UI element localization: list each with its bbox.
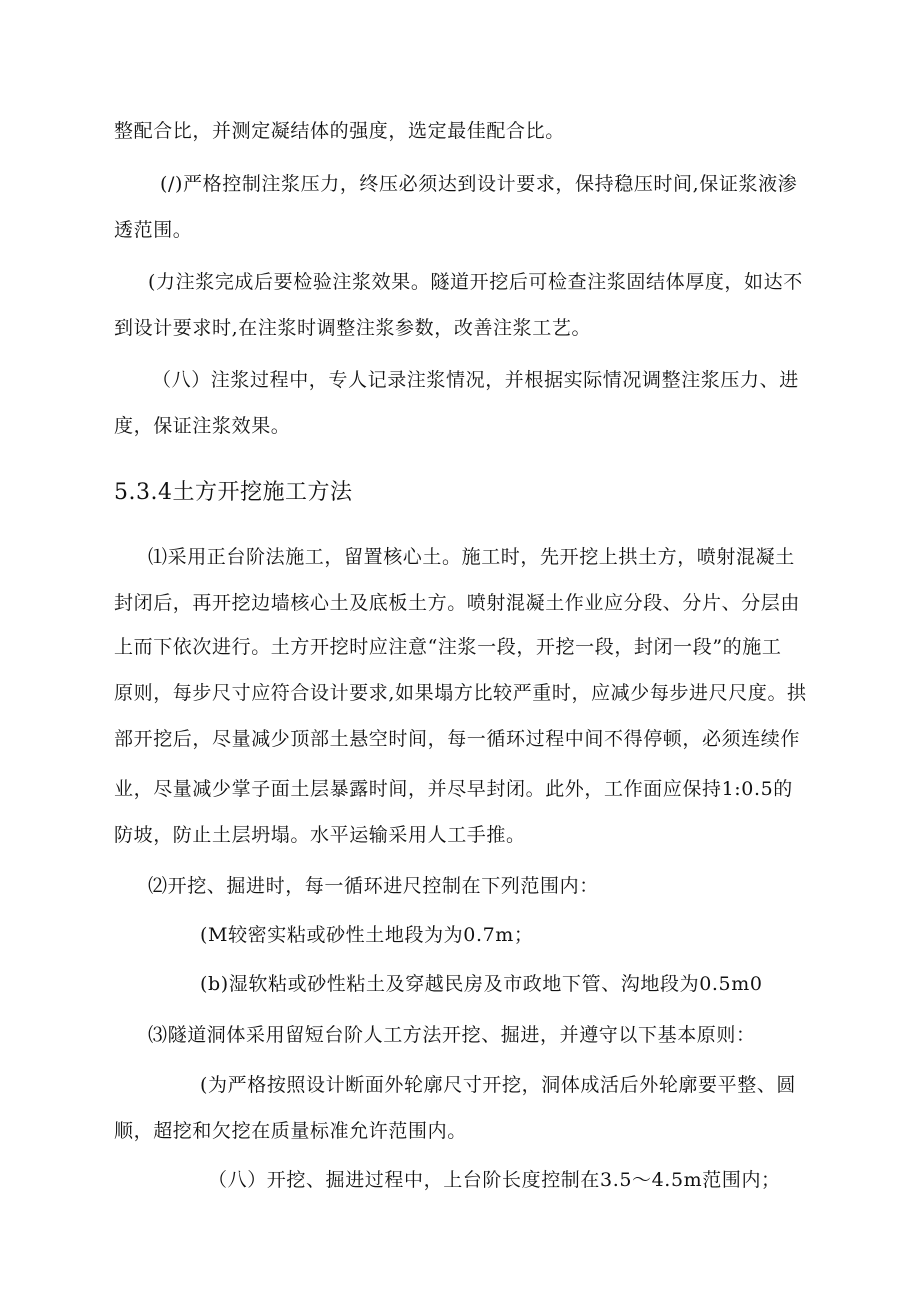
text-line: 顺，超挖和欠挖在质量标准允许范围内。 (114, 1120, 467, 1142)
text-line: (为严格按照设计断面外轮廓尺寸开挖，洞体成活后外轮廓要平整、圆 (200, 1074, 797, 1096)
text-line: 原则，每步尺寸应符合设计要求,如果塌方比较严重时，应减少每步进尺尺度。拱 (114, 682, 807, 704)
text-line: (/)严格控制注浆压力，终压必须达到设计要求，保持稳压时间,保证浆液渗 (160, 173, 798, 195)
text-line: 业，尽量减少掌子面土层暴露时间，并尽早封闭。此外，工作面应保持1:0.5的 (114, 778, 793, 800)
text-line: 到设计要求时,在注浆时调整注浆参数，改善注浆工艺。 (114, 317, 592, 339)
text-line: （八）开挖、掘进过程中，上台阶长度控制在3.5～4.5m范围内； (208, 1169, 781, 1191)
text-line: （八）注浆过程中，专人记录注浆情况，并根据实际情况调整注浆压力、进 (152, 369, 799, 391)
text-line: ⑴采用正台阶法施工，留置核心土。施工时，先开挖上拱土方，喷射混凝土 (148, 546, 795, 568)
text-line: 上而下依次进行。土方开挖时应注意“注浆一段，开挖一段，封闭一段”的施工 (114, 636, 782, 658)
text-line: 部开挖后，尽量减少顶部土悬空时间，每一循环过程中间不得停顿，必须连续作 (114, 728, 801, 750)
text-line: 整配合比，并测定凝结体的强度，选定最佳配合比。 (114, 120, 565, 142)
text-line: (b)湿软粘或砂性粘土及穿越民房及市政地下管、沟地段为0.5m0 (200, 973, 763, 995)
section-heading: 5.3.4土方开挖施工方法 (114, 480, 353, 505)
text-line: 封闭后，再开挖边墙核心土及底板土方。喷射混凝土作业应分段、分片、分层由 (114, 592, 801, 614)
text-line: (力注浆完成后要检验注浆效果。隧道开挖后可检查注浆固结体厚度，如达不 (148, 271, 803, 293)
text-line: 透范围。 (114, 219, 193, 241)
text-line: ⑵开挖、掘进时，每一循环进尺控制在下列范围内： (148, 875, 599, 897)
text-line: 防坡，防止土层坍塌。水平运输采用人工手推。 (114, 824, 526, 846)
text-line: 度，保证注浆效果。 (114, 415, 291, 437)
text-line: (M较密实粘或砂性土地段为为0.7m； (200, 924, 534, 946)
text-line: ⑶隧道洞体采用留短台阶人工方法开挖、掘进，并遵守以下基本原则： (148, 1024, 756, 1046)
